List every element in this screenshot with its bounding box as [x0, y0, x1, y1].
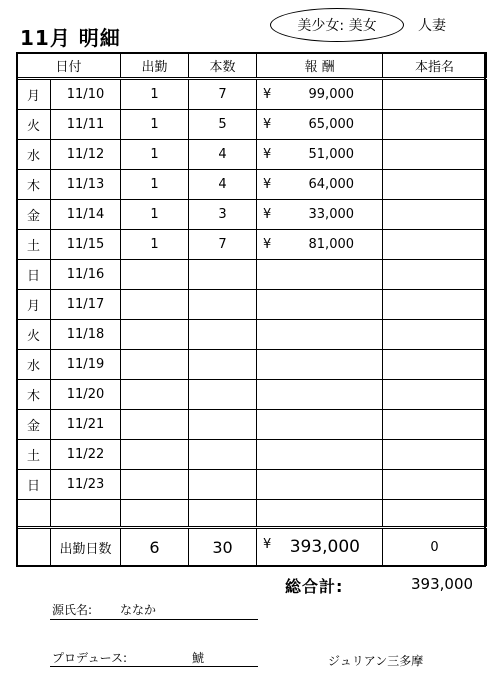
weekday-cell: 日: [17, 470, 51, 500]
attendance-cell: 1: [121, 79, 189, 110]
amount-cell: [257, 290, 383, 320]
category-oval-label: 美少女: 美女: [270, 8, 404, 42]
date-cell: 11/15: [51, 230, 121, 260]
attendance-cell: [121, 440, 189, 470]
blank-cell: [51, 500, 121, 528]
yen-symbol: ¥: [263, 177, 272, 192]
count-cell: [189, 320, 257, 350]
nominations-cell: [383, 200, 487, 230]
attendance-cell: [121, 320, 189, 350]
count-cell: 5: [189, 110, 257, 140]
table-row: [17, 320, 487, 350]
table-row: [17, 440, 487, 470]
yen-symbol: ¥: [263, 87, 272, 102]
totals-nominations: 0: [383, 528, 487, 566]
producer-underline: [50, 666, 258, 667]
nominations-cell: [383, 320, 487, 350]
totals-attendance: 6: [121, 528, 189, 566]
amount-cell: [257, 410, 383, 440]
stage-name-label: 源氏名:: [52, 603, 93, 617]
date-cell: 11/22: [51, 440, 121, 470]
nominations-cell: [383, 140, 487, 170]
producer-label: プロデュース:: [52, 651, 128, 665]
weekday-cell: 土: [17, 440, 51, 470]
yen-symbol: ¥: [263, 117, 272, 132]
attendance-cell: [121, 350, 189, 380]
table-header-row: [17, 53, 487, 79]
attendance-cell: 1: [121, 140, 189, 170]
date-cell: 11/11: [51, 110, 121, 140]
header-reward: 報 酬: [257, 53, 383, 79]
table-row: [17, 140, 487, 170]
amount-cell: [257, 140, 383, 170]
yen-symbol: ¥: [263, 147, 272, 162]
amount-cell: [257, 440, 383, 470]
date-cell: 11/19: [51, 350, 121, 380]
grand-total-label: 総合計:: [285, 577, 344, 596]
count-cell: [189, 350, 257, 380]
amount-value: 65,000: [308, 117, 355, 132]
amount-cell: [257, 470, 383, 500]
header-attendance: 出勤: [121, 53, 189, 79]
blank-row: [17, 500, 487, 528]
amount-cell: [257, 110, 383, 140]
table-row: [17, 260, 487, 290]
attendance-cell: 1: [121, 170, 189, 200]
amount-cell: [257, 260, 383, 290]
grand-total-value: 393,000: [411, 575, 474, 593]
header-date: 日付: [17, 53, 121, 79]
amount-value: 81,000: [308, 237, 355, 252]
nominations-cell: [383, 79, 487, 110]
header-count: 本数: [189, 53, 257, 79]
count-cell: 7: [189, 79, 257, 110]
page-title: 11月 明細: [20, 26, 121, 50]
blank-cell: [121, 500, 189, 528]
count-cell: 4: [189, 170, 257, 200]
date-cell: 11/16: [51, 260, 121, 290]
date-cell: 11/14: [51, 200, 121, 230]
table-row: [17, 200, 487, 230]
nominations-cell: [383, 350, 487, 380]
table-row: [17, 410, 487, 440]
table-row: [17, 350, 487, 380]
detail-table: [16, 52, 487, 566]
count-cell: [189, 290, 257, 320]
count-cell: 3: [189, 200, 257, 230]
weekday-cell: 日: [17, 260, 51, 290]
attendance-cell: 1: [121, 230, 189, 260]
yen-symbol: ¥: [263, 237, 272, 252]
attendance-cell: [121, 410, 189, 440]
table-row: [17, 230, 487, 260]
nominations-cell: [383, 110, 487, 140]
amount-cell: [257, 170, 383, 200]
studio-name: ジュリアン三多摩: [328, 654, 424, 668]
yen-symbol: ¥: [263, 537, 272, 552]
count-cell: [189, 410, 257, 440]
table-row: [17, 380, 487, 410]
amount-value: 33,000: [308, 207, 355, 222]
count-cell: 7: [189, 230, 257, 260]
yen-symbol: ¥: [263, 207, 272, 222]
date-cell: 11/17: [51, 290, 121, 320]
amount-value: 64,000: [308, 177, 355, 192]
amount-cell: [257, 350, 383, 380]
attendance-cell: 1: [121, 200, 189, 230]
nominations-cell: [383, 380, 487, 410]
date-cell: 11/18: [51, 320, 121, 350]
weekday-cell: 火: [17, 320, 51, 350]
count-cell: [189, 440, 257, 470]
producer-value: 鯱: [192, 651, 205, 665]
attendance-cell: [121, 470, 189, 500]
count-cell: 4: [189, 140, 257, 170]
date-cell: 11/21: [51, 410, 121, 440]
totals-row: [17, 528, 487, 566]
blank-cell: [17, 500, 51, 528]
amount-value: 99,000: [308, 87, 355, 102]
count-cell: [189, 470, 257, 500]
table-row: [17, 79, 487, 110]
table-row: [17, 110, 487, 140]
blank-cell: [257, 500, 383, 528]
table-row: [17, 470, 487, 500]
table-row: [17, 170, 487, 200]
totals-amount: 393,000: [289, 537, 361, 557]
date-cell: 11/13: [51, 170, 121, 200]
weekday-cell: 月: [17, 79, 51, 110]
nominations-cell: [383, 410, 487, 440]
weekday-cell: 金: [17, 410, 51, 440]
amount-cell: [257, 230, 383, 260]
attendance-cell: [121, 260, 189, 290]
table-row: [17, 290, 487, 320]
amount-cell: [257, 79, 383, 110]
count-cell: [189, 380, 257, 410]
date-cell: 11/12: [51, 140, 121, 170]
weekday-cell: 木: [17, 170, 51, 200]
count-cell: [189, 260, 257, 290]
amount-cell: [257, 200, 383, 230]
weekday-cell: 水: [17, 140, 51, 170]
date-cell: 11/23: [51, 470, 121, 500]
date-cell: 11/10: [51, 79, 121, 110]
nominations-cell: [383, 470, 487, 500]
attendance-cell: [121, 380, 189, 410]
nominations-cell: [383, 290, 487, 320]
attendance-cell: [121, 290, 189, 320]
totals-count: 30: [189, 528, 257, 566]
weekday-cell: 木: [17, 380, 51, 410]
weekday-cell: 水: [17, 350, 51, 380]
date-cell: 11/20: [51, 380, 121, 410]
blank-cell: [189, 500, 257, 528]
weekday-cell: 月: [17, 290, 51, 320]
weekday-cell: 火: [17, 110, 51, 140]
totals-label: 出勤日数: [51, 528, 121, 566]
amount-cell: [257, 380, 383, 410]
header-nominations: 本指名: [383, 53, 487, 79]
totals-blank-cell: [17, 528, 51, 566]
amount-cell: [257, 320, 383, 350]
nominations-cell: [383, 260, 487, 290]
nominations-cell: [383, 230, 487, 260]
weekday-cell: 金: [17, 200, 51, 230]
blank-cell: [383, 500, 487, 528]
stage-name-underline: [50, 619, 258, 620]
nominations-cell: [383, 440, 487, 470]
weekday-cell: 土: [17, 230, 51, 260]
totals-amount-cell: [257, 528, 383, 566]
stage-name-value: ななか: [120, 603, 157, 617]
type-label: 人妻: [418, 18, 446, 34]
nominations-cell: [383, 170, 487, 200]
amount-value: 51,000: [308, 147, 355, 162]
attendance-cell: 1: [121, 110, 189, 140]
